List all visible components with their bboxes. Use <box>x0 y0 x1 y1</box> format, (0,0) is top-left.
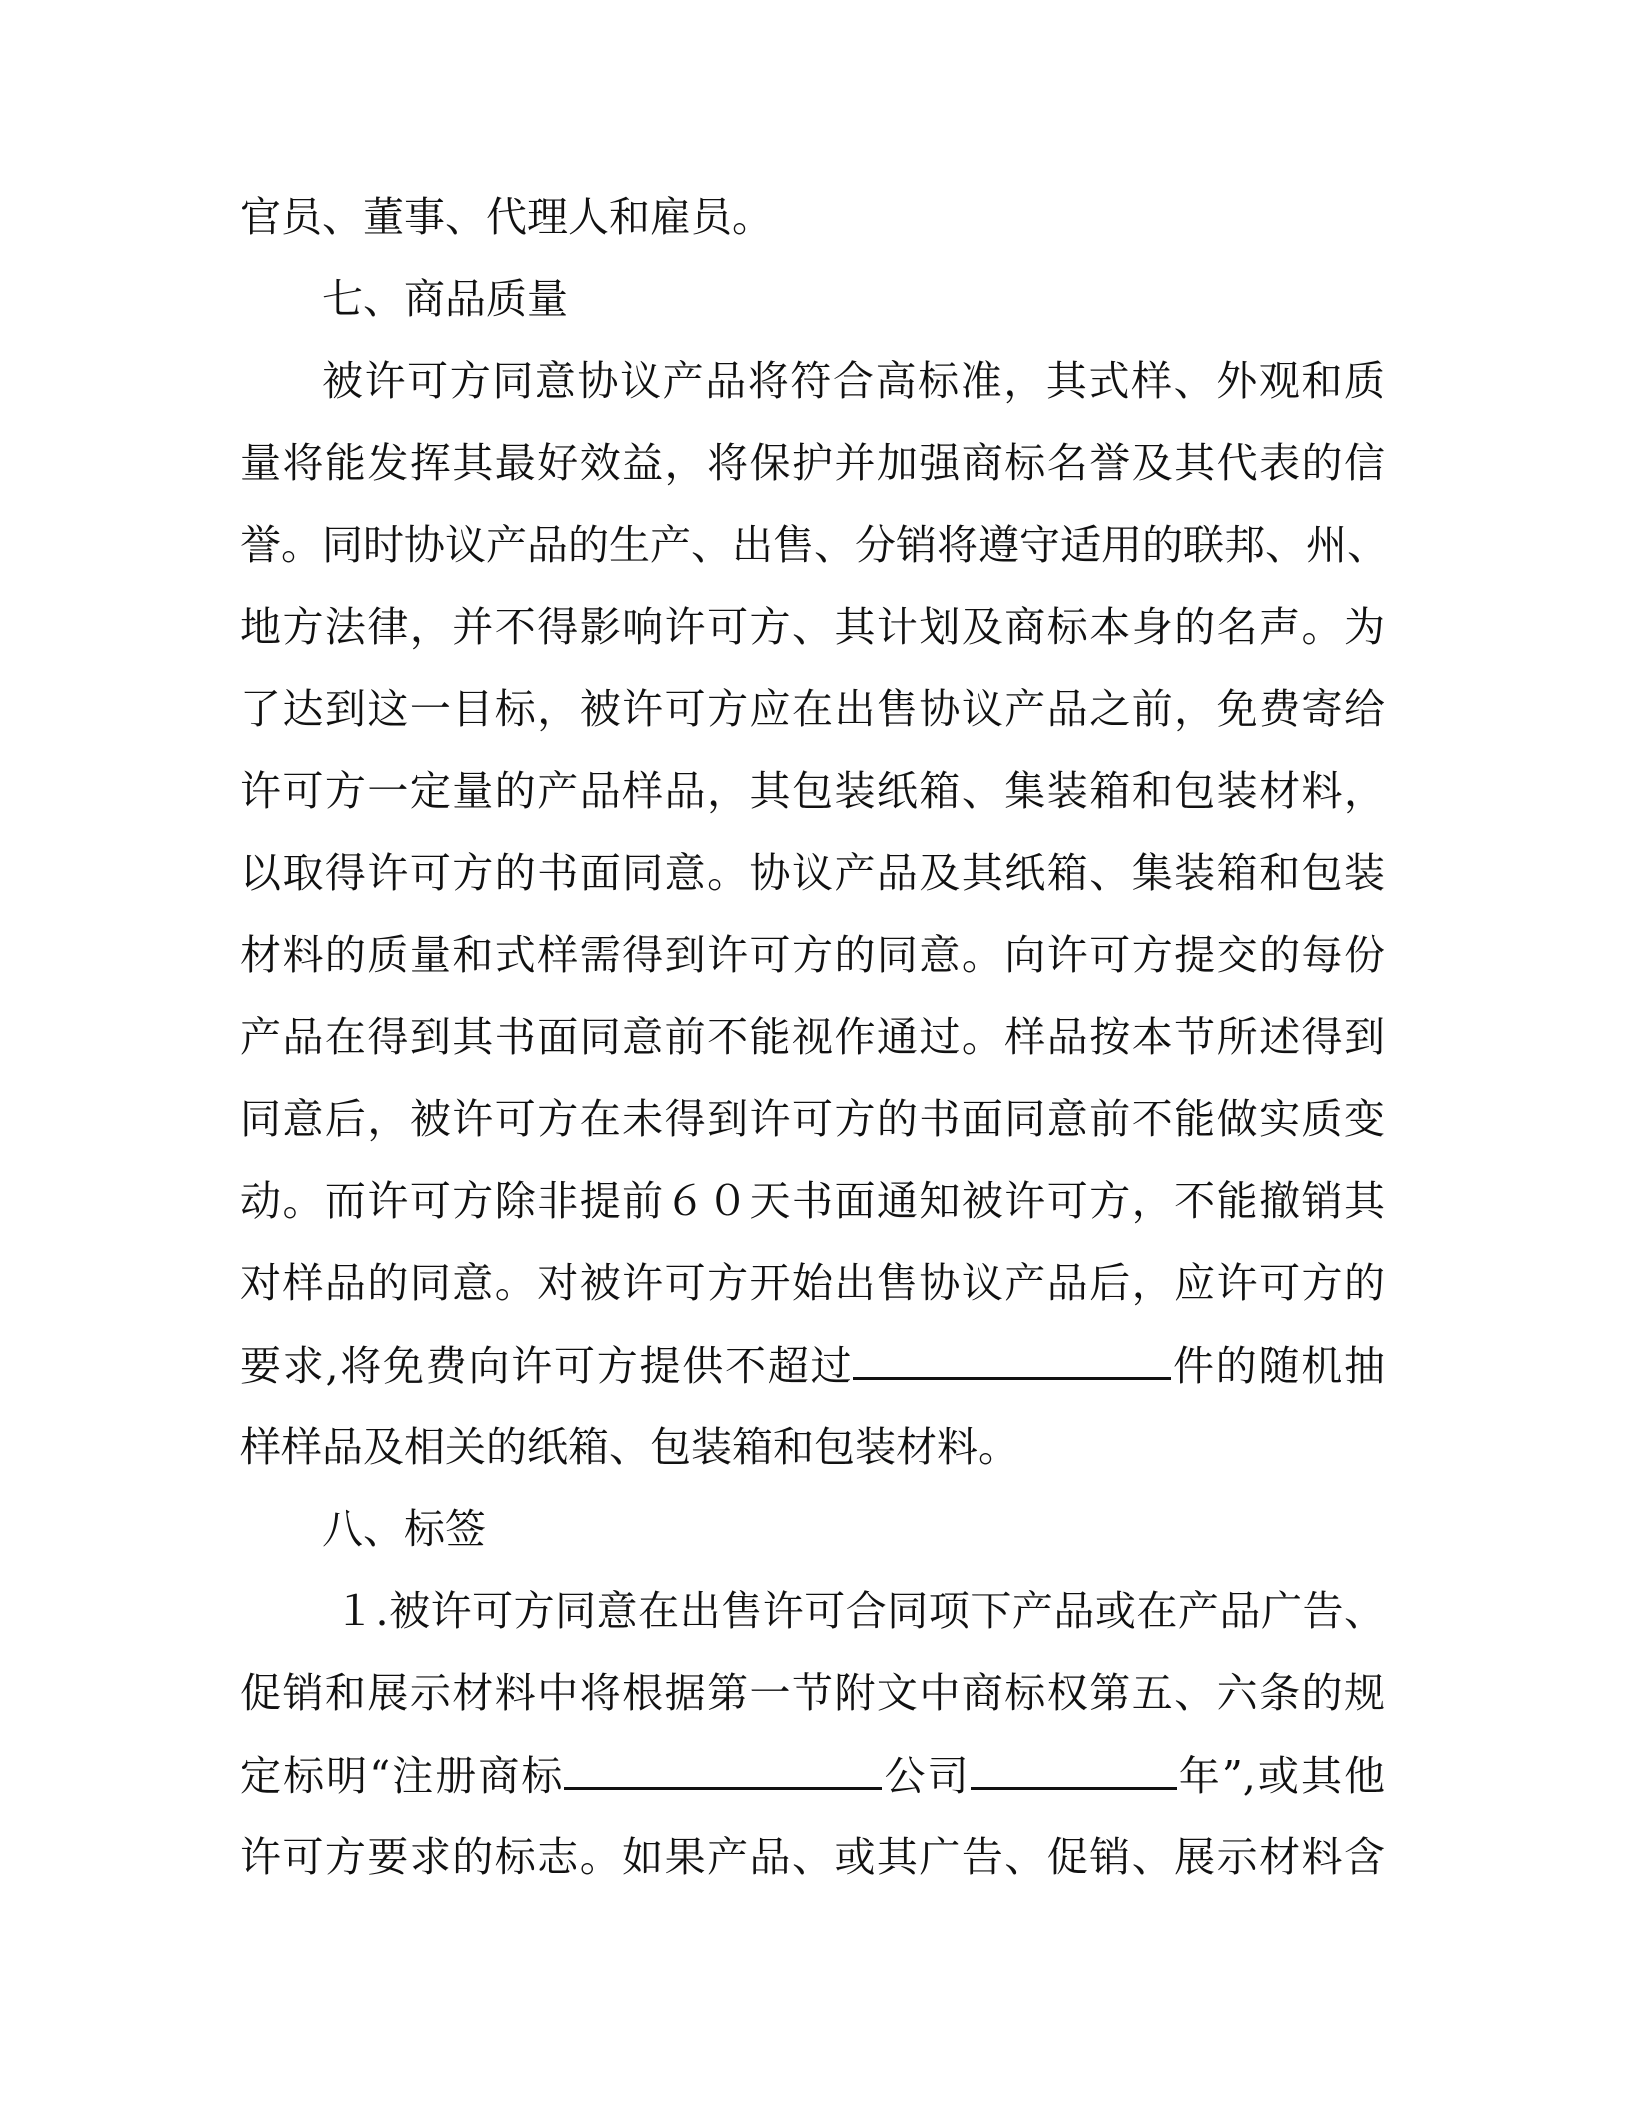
text-segment: 要求,将免费向许可方提供不超过 <box>240 1342 854 1390</box>
text-line: 样样品及相关的纸箱、包装箱和包装材料。 <box>240 1423 1019 1471</box>
text-segment: 年”,或其他 <box>1176 1752 1386 1800</box>
text-segment: 公司 <box>882 1752 971 1800</box>
section-heading: 七、商品质量 <box>322 275 568 323</box>
fill-in-blank[interactable] <box>853 1335 1171 1380</box>
text-line: 地方法律，并不得影响许可方、其计划及商标本身的名声。为 <box>240 603 1385 651</box>
fill-in-blank[interactable] <box>564 1745 882 1790</box>
text-segment: 定标明“注册商标 <box>240 1752 565 1800</box>
text-line: 量将能发挥其最好效益，将保护并加强商标名誉及其代表的信 <box>240 439 1385 487</box>
fill-in-blank[interactable] <box>971 1745 1177 1790</box>
text-line: 被许可方同意协议产品将符合高标准，其式样、外观和质 <box>322 357 1385 405</box>
text-line: 同意后，被许可方在未得到许可方的书面同意前不能做实质变 <box>240 1095 1385 1143</box>
text-line-with-blank <box>240 1745 1385 1805</box>
text-line: 以取得许可方的书面同意。协议产品及其纸箱、集装箱和包装 <box>240 849 1385 897</box>
text-line: 材料的质量和式样需得到许可方的同意。向许可方提交的每份 <box>240 931 1385 979</box>
text-line: 誉。同时协议产品的生产、出售、分销将遵守适用的联邦、州、 <box>240 521 1388 569</box>
text-line: 对样品的同意。对被许可方开始出售协议产品后，应许可方的 <box>240 1259 1385 1307</box>
text-line: 许可方要求的标志。如果产品、或其广告、促销、展示材料含 <box>240 1833 1385 1881</box>
text-line: １.被许可方同意在出售许可合同项下产品或在产品广告、 <box>334 1587 1385 1635</box>
text-line: 产品在得到其书面同意前不能视作通过。样品按本节所述得到 <box>240 1013 1385 1061</box>
text-line: 了达到这一目标，被许可方应在出售协议产品之前，免费寄给 <box>240 685 1385 733</box>
text-line: 许可方一定量的产品样品，其包装纸箱、集装箱和包装材料， <box>240 767 1385 815</box>
text-line: 动。而许可方除非提前６０天书面通知被许可方，不能撤销其 <box>240 1177 1385 1225</box>
text-segment: 件的随机抽 <box>1171 1342 1386 1390</box>
text-line: 促销和展示材料中将根据第一节附文中商标权第五、六条的规 <box>240 1669 1385 1717</box>
text-line-with-blank <box>240 1335 1385 1395</box>
text-line: 官员、董事、代理人和雇员。 <box>240 193 773 241</box>
section-heading: 八、标签 <box>322 1505 486 1553</box>
